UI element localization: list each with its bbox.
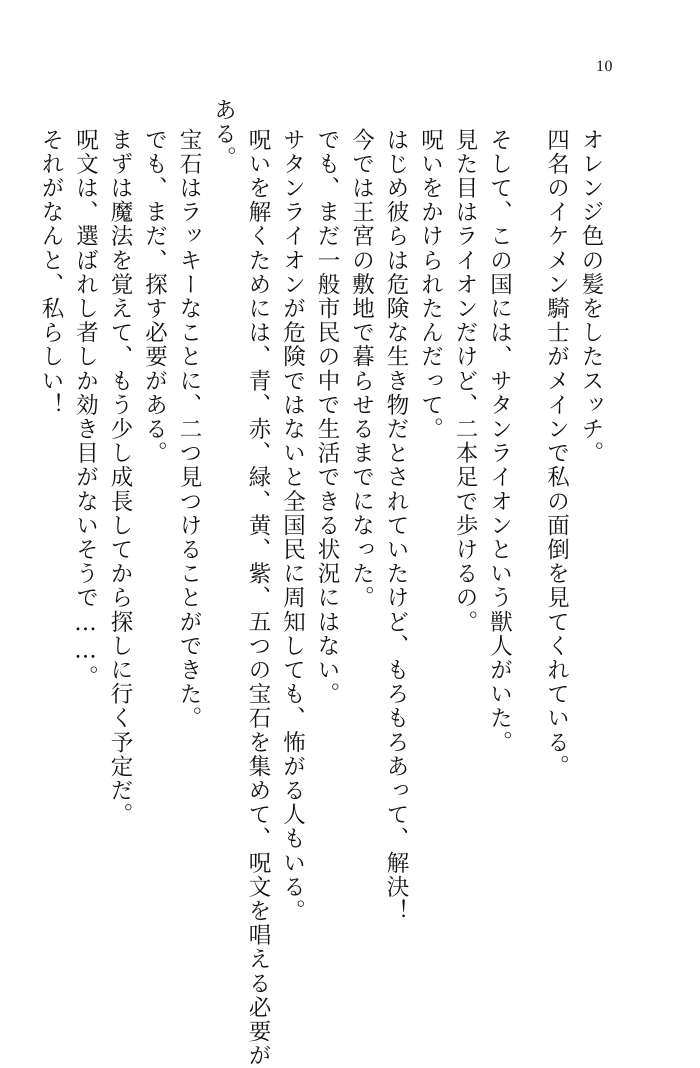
text-line: オレンジ色の髪をしたスッチ。 <box>578 128 604 466</box>
text-line: 今では王宮の敷地で暮らせるまでになった。 <box>348 128 375 610</box>
page-number: 10 <box>596 58 613 75</box>
text-line: そして、この国には、サタンライオンという獣人がいた。 <box>486 128 513 755</box>
body-text <box>34 98 609 1068</box>
text-line: 呪いを解くためには、青、赤、緑、黄、紫、五つの宝石を集めて、呪文を唱える必要が <box>245 128 271 1068</box>
text-line: サタンライオンが危険ではないと全国民に周知しても、怖がる人もいる。 <box>279 128 306 924</box>
text-line: でも、まだ一般市民の中で生活できる状況にはない。 <box>314 128 340 707</box>
text-line: まずは魔法を覚えて、もう少し成長してから探しに行く予定だ。 <box>107 128 133 827</box>
text-line: ある。 <box>210 98 237 171</box>
text-line: 見た目はライオンだけど、二本足で歩けるの。 <box>452 128 478 635</box>
blank-line <box>517 128 540 948</box>
text-line: 呪いをかけられたんだって。 <box>417 128 444 442</box>
text-line: 四名のイケメン騎士がメインで私の面倒を見てくれている。 <box>543 128 570 779</box>
text-line: はじめ彼らは危険な生き物だとされていたけど、もろもろあって、解決！ <box>383 128 409 924</box>
text-line: 呪文は、選ばれし者しか効き目がないそうで……。 <box>72 128 99 690</box>
text-line: 宝石はラッキーなことに、二つ見つけることができた。 <box>176 128 202 731</box>
text-line: でも、まだ、探す必要がある。 <box>141 128 168 466</box>
text-line: それがなんと、私らしい！ <box>38 128 64 418</box>
